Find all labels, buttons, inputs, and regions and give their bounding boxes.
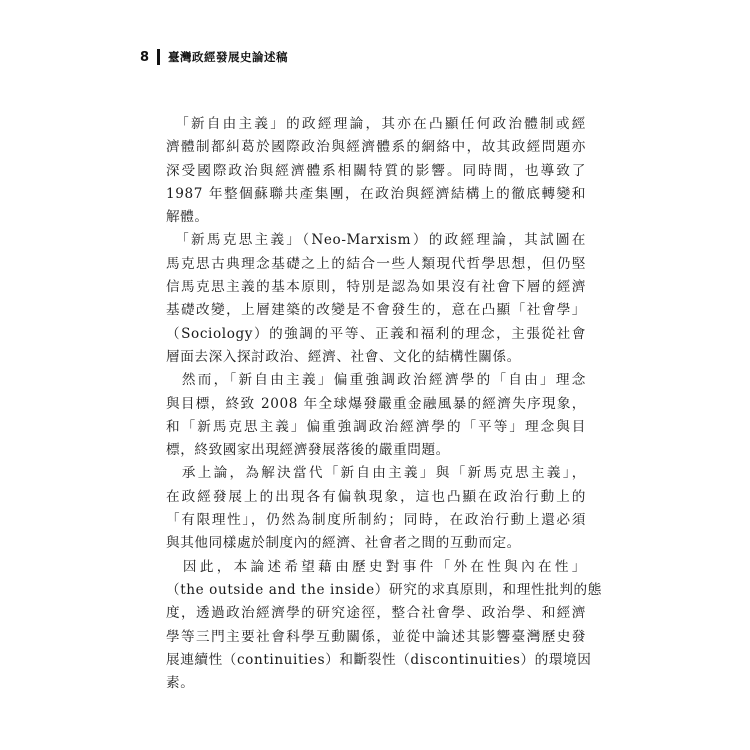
text-line: 度，透過政治經濟學的研究途徑，整合社會學、政治學、和經濟 (166, 605, 586, 622)
text-line: 「新自由主義」的政經理論，其亦在凸顯任何政治體制或經 (166, 116, 586, 132)
text-line: 標，終致國家出現經濟發展落後的嚴重問題。 (166, 442, 450, 459)
text-line: 1987 年整個蘇聯共產集團，在政治與經濟結構上的徹底轉變和 (166, 185, 586, 202)
text-line: 「有限理性」，仍然為制度所制約；同時，在政治行動上還必須 (166, 512, 586, 529)
body-text (166, 113, 602, 695)
text-line: 在政經發展上的出現各有偏執現象，這也凸顯在政治行動上的 (166, 488, 586, 505)
text-line: 濟體制都糾葛於國際政治與經濟體系的網絡中，故其政經問題亦 (166, 139, 586, 156)
text-line: 解體。 (166, 209, 209, 226)
text-line: （the outside and the inside）研究的求真原則，和理性批判的態 (166, 581, 602, 598)
text-line: 與其他同樣處於制度內的經濟、社會者之間的互動而定。 (166, 535, 521, 552)
text-line: 學等三門主要社會科學互動關係，並從中論述其影響臺灣歷史發 (166, 628, 586, 645)
text-line: 因此，本論述希望藉由歷史對事件「外在性與內在性」 (166, 558, 586, 575)
text-line: 「新馬克思主義」（Neo-Marxism）的政經理論，其試圖在 (166, 232, 586, 249)
text-line: 素。 (166, 675, 195, 692)
text-line: 信馬克思主義的基本原則，特別是認為如果沒有社會下層的經濟 (166, 279, 586, 296)
header-divider-bar (157, 49, 160, 65)
text-line: 深受國際政治與經濟體系相關特質的影響。同時間，也導致了 (166, 162, 586, 179)
text-line: 展連續性（continuities）和斷裂性（discontinuities）的環境因 (166, 651, 592, 668)
text-line: 基礎改變，上層建築的改變是不會發生的，意在凸顯「社會學」 (166, 302, 586, 319)
text-line: 然而，「新自由主義」偏重強調政治經濟學的「自由」理念 (166, 372, 586, 389)
page-number: 8 (140, 49, 150, 65)
text-line: 承上論，為解決當代「新自由主義」與「新馬克思主義」， (166, 465, 586, 482)
text-line: 與目標，終致 2008 年全球爆發嚴重金融風暴的經濟失序現象， (166, 395, 586, 412)
text-line: 層面去深入探討政治、經濟、社會、文化的結構性關係。 (166, 348, 521, 365)
running-head (140, 48, 288, 66)
text-line: （Sociology）的強調的平等、正義和福利的理念，主張從社會 (166, 325, 586, 342)
book-title: 臺灣政經發展史論述稿 (168, 50, 289, 64)
text-line: 馬克思古典理念基礎之上的結合一些人類現代哲學思想，但仍堅 (166, 255, 586, 272)
text-line: 和「新馬克思主義」偏重強調政治經濟學的「平等」理念與目 (166, 418, 586, 435)
